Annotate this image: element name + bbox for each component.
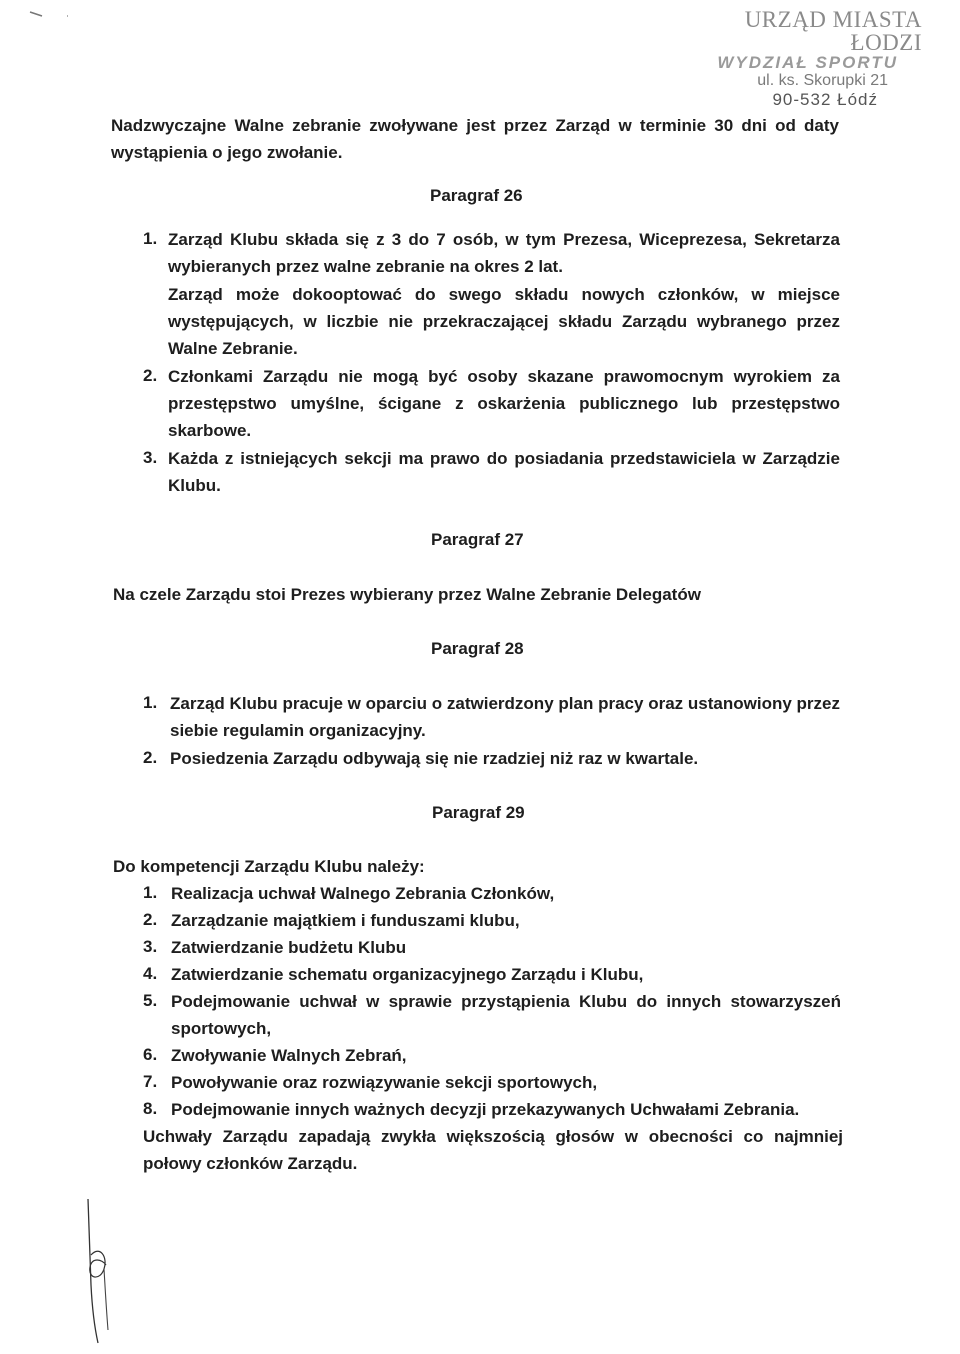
- p29-item-5-number: 5.: [143, 991, 158, 1010]
- p26-item-1-text: Zarząd Klubu składa się z 3 do 7 osób, w tym Prezesa, Wiceprezesa, Sekretarza wybieranych przez walne zebranie na okres 2 lat.: [168, 230, 840, 276]
- p29-item-8-text: Podejmowanie innych ważnych decyzji przekazywanych Uchwałami Zebrania.: [171, 1100, 800, 1119]
- stamp-office-name: URZĄD MIASTA ŁODZI: [744, 7, 922, 55]
- p26-item-3-text: Każda z istniejących sekcji ma prawo do posiadania przedstawiciela w Zarządzie Klubu.: [168, 449, 840, 495]
- p26-item-2-text: Członkami Zarządu nie mogą być osoby skazane prawomocnym wyrokiem za przestępstwo umyślne, ścigane z oskarżenia publicznego lub przestępstwo skarbowe.: [168, 367, 840, 440]
- p29-item-3-number: 3.: [143, 937, 158, 956]
- handwritten-signature: [78, 1195, 128, 1345]
- paragraph-27-heading: Paragraf 27: [431, 530, 524, 549]
- p28-item-2-number: 2.: [143, 748, 158, 767]
- p29-item-8-number: 8.: [143, 1099, 158, 1118]
- paragraph-26-heading: Paragraf 26: [430, 186, 523, 205]
- p26-item-3-number: 3.: [143, 448, 158, 467]
- paragraph-28-heading: Paragraf 28: [431, 639, 524, 658]
- p28-item-1-number: 1.: [143, 693, 158, 712]
- intro-paragraph: Nadzwyczajne Walne zebranie zwoływane jest przez Zarząd w terminie 30 dni od daty wystąpienia o jego zwołanie.: [111, 116, 839, 162]
- p26-item-1-continuation: Zarząd może dokooptować do swego składu nowych członków, w miejsce występujących, w liczbie nie przekraczającej składu Zarządu wybranego przez Walne Zebranie.: [168, 285, 840, 358]
- p27-text: Na czele Zarządu stoi Prezes wybierany przez Walne Zebranie Delegatów: [113, 585, 701, 604]
- p28-item-1-text: Zarząd Klubu pracuje w oparciu o zatwierdzony plan pracy oraz ustanowiony przez siebie regulamin organizacyjny.: [170, 694, 840, 740]
- p28-item-2-text: Posiedzenia Zarządu odbywają się nie rzadziej niż raz w kwartale.: [170, 749, 699, 768]
- p29-item-3-text: Zatwierdzanie budżetu Klubu: [171, 938, 407, 957]
- p29-item-6-text: Zwoływanie Walnych Zebrań,: [171, 1046, 407, 1065]
- p29-item-4-text: Zatwierdzanie schematu organizacyjnego Zarządu i Klubu,: [171, 965, 644, 984]
- scan-mark: [8, 2, 68, 32]
- p29-item-5-text: Podejmowanie uchwał w sprawie przystąpienia Klubu do innych stowarzyszeń sportowych,: [171, 992, 841, 1038]
- p29-item-1-text: Realizacja uchwał Walnego Zebrania Członków,: [171, 884, 555, 903]
- p29-closing: Uchwały Zarządu zapadają zwykła większością głosów w obecności co najmniej połowy członków Zarządu.: [143, 1127, 843, 1173]
- p29-item-2-text: Zarządzanie majątkiem i funduszami klubu,: [171, 911, 520, 930]
- stamp-postcode-city: 90-532 Łódź: [772, 90, 878, 109]
- p29-item-4-number: 4.: [143, 964, 158, 983]
- paragraph-29-heading: Paragraf 29: [432, 803, 525, 822]
- p29-item-7-number: 7.: [143, 1072, 158, 1091]
- p26-item-2-number: 2.: [143, 366, 158, 385]
- stamp-department: WYDZIAŁ SPORTU: [717, 53, 898, 72]
- p29-item-2-number: 2.: [143, 910, 158, 929]
- office-stamp: [712, 8, 922, 108]
- p29-lead: Do kompetencji Zarządu Klubu należy:: [113, 857, 425, 876]
- p26-item-1-number: 1.: [143, 229, 158, 248]
- p29-item-6-number: 6.: [143, 1045, 158, 1064]
- stamp-street: ul. ks. Skorupki 21: [757, 72, 888, 89]
- p29-item-7-text: Powoływanie oraz rozwiązywanie sekcji sportowych,: [171, 1073, 598, 1092]
- p29-item-1-number: 1.: [143, 883, 158, 902]
